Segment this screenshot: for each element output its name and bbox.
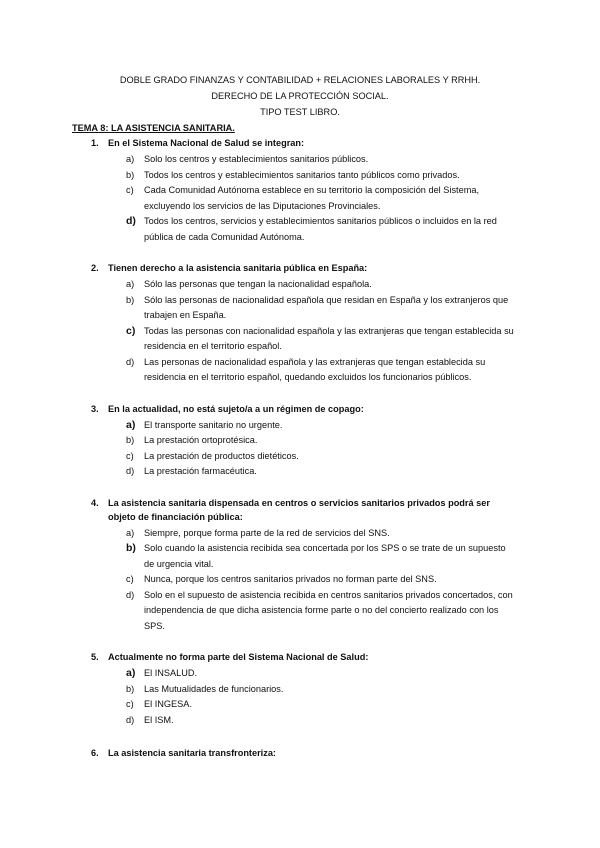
option-text: Cada Comunidad Autónoma establece en su territorio la composición del Sistema, excluyendo los servicios de las Diputaciones Provinciales. <box>144 185 480 211</box>
option-text: Las Mutualidades de funcionarios. <box>144 683 284 694</box>
option-list <box>0 666 600 728</box>
option-text: Sólo las personas de nacionalidad española que residan en España y los extranjeros que trabajen en España. <box>144 294 509 320</box>
option <box>0 449 600 465</box>
option <box>0 666 600 682</box>
question-number: 1. <box>91 138 99 148</box>
option <box>0 214 600 245</box>
option-letter: a) <box>126 279 135 289</box>
option-letter: b) <box>126 435 135 445</box>
option-text: Todos los centros, servicios y establecimientos sanitarios públicos o incluidos en la red pública de cada Comunidad Autónoma. <box>144 216 497 242</box>
option-letter: c) <box>126 699 134 709</box>
question-number: 6. <box>91 748 99 758</box>
option-letter: b) <box>126 683 135 694</box>
option-text: Todos los centros y establecimientos sanitarios tanto públicos como privados. <box>144 169 460 180</box>
option <box>0 418 600 434</box>
option-text: El INSALUD. <box>144 668 198 678</box>
document-header <box>0 72 600 120</box>
option-letter: c) <box>126 574 134 584</box>
option-text: La prestación de productos dietéticos. <box>144 450 299 461</box>
option-list <box>0 277 600 386</box>
option-text: La prestación farmacéutica. <box>144 466 257 476</box>
option-text: El INGESA. <box>144 699 192 709</box>
option-text: El ISM. <box>144 714 174 725</box>
option <box>0 526 600 542</box>
option-list <box>0 526 600 635</box>
question <box>0 261 600 386</box>
option-letter: b) <box>126 542 136 554</box>
option-letter: c) <box>126 324 136 337</box>
option-letter: d) <box>126 356 135 367</box>
option-text: Siempre, porque forma parte de la red de servicios del SNS. <box>144 527 390 538</box>
option-letter: d) <box>126 589 135 600</box>
option <box>0 541 600 572</box>
option-letter: a) <box>126 667 136 679</box>
question <box>0 402 600 480</box>
question-text: En la actualidad, no está sujeto/a a un régimen de copago: <box>108 403 364 414</box>
option <box>0 293 600 324</box>
option-letter: b) <box>126 169 135 180</box>
question-header <box>0 496 600 524</box>
question-text: La asistencia sanitaria transfronteriza: <box>108 748 276 758</box>
question-text: La asistencia sanitaria dispensada en centros o servicios sanitarios privados podrá ser objeto de financiación pública: <box>108 497 490 522</box>
option-list <box>0 152 600 245</box>
option-text: Nunca, porque los centros sanitarios privados no forman parte del SNS. <box>144 574 437 584</box>
option <box>0 324 600 355</box>
question-text: Actualmente no forma parte del Sistema Nacional de Salud: <box>108 652 369 662</box>
question-number: 5. <box>91 652 99 662</box>
question-number: 3. <box>91 403 99 414</box>
header-line-degree: DOBLE GRADO FINANZAS Y CONTABILIDAD + RELACIONES LABORALES Y RRHH. <box>119 75 481 85</box>
question <box>0 136 600 245</box>
option <box>0 572 600 588</box>
option <box>0 433 600 449</box>
question-header <box>0 402 600 416</box>
option-letter: d) <box>126 215 136 227</box>
option <box>0 355 600 386</box>
option-letter: a) <box>126 527 135 538</box>
option-letter: c) <box>126 450 134 461</box>
section-title: TEMA 8: LA ASISTENCIA SANITARIA. <box>72 123 235 133</box>
question <box>0 496 600 635</box>
option-letter: d) <box>126 714 135 725</box>
option-letter: a) <box>126 418 136 431</box>
question-header <box>0 650 600 664</box>
question-number: 2. <box>91 263 99 273</box>
header-line-test-type: TIPO TEST LIBRO. <box>260 107 340 117</box>
option-text: Sólo las personas que tengan la nacionalidad española. <box>144 279 372 289</box>
question-text: En el Sistema Nacional de Salud se integran: <box>108 138 305 148</box>
option-letter: c) <box>126 185 134 195</box>
option <box>0 464 600 480</box>
option-text: La prestación ortoprotésica. <box>144 435 258 445</box>
questions-list <box>0 136 600 760</box>
option-list <box>0 418 600 480</box>
option <box>0 168 600 184</box>
option-text: El transporte sanitario no urgente. <box>144 419 283 430</box>
option <box>0 697 600 713</box>
question-header <box>0 746 600 760</box>
option <box>0 277 600 293</box>
question-number: 4. <box>91 497 99 508</box>
option <box>0 682 600 698</box>
option-text: Todas las personas con nacionalidad española y las extranjeras que tengan establecida su residencia en el territorio español. <box>144 325 514 351</box>
option-letter: a) <box>126 154 135 164</box>
question <box>0 650 600 728</box>
option-text: Las personas de nacionalidad española y las extranjeras que tengan establecida su residencia en el territorio español, quedando excluidos los funcionarios públicos. <box>144 356 486 382</box>
option <box>0 713 600 729</box>
option-text: Solo los centros y establecimientos sanitarios públicos. <box>144 154 369 164</box>
question-text: Tienen derecho a la asistencia sanitaria pública en España: <box>108 263 368 273</box>
option <box>0 183 600 214</box>
option <box>0 588 600 635</box>
option <box>0 152 600 168</box>
option-text: Solo cuando la asistencia recibida sea concertada por los SPS o se trate de un supuesto de urgencia vital. <box>144 543 506 569</box>
question-header <box>0 136 600 150</box>
question <box>0 746 600 760</box>
option-text: Solo en el supuesto de asistencia recibida en centros sanitarios privados concertados, con independencia de que dicha asistencia forme parte o no del concierto realizado con los SPS. <box>144 589 513 631</box>
option-letter: b) <box>126 294 135 305</box>
question-header <box>0 261 600 275</box>
header-line-subject: DERECHO DE LA PROTECCIÓN SOCIAL. <box>211 91 389 101</box>
option-letter: d) <box>126 466 135 476</box>
